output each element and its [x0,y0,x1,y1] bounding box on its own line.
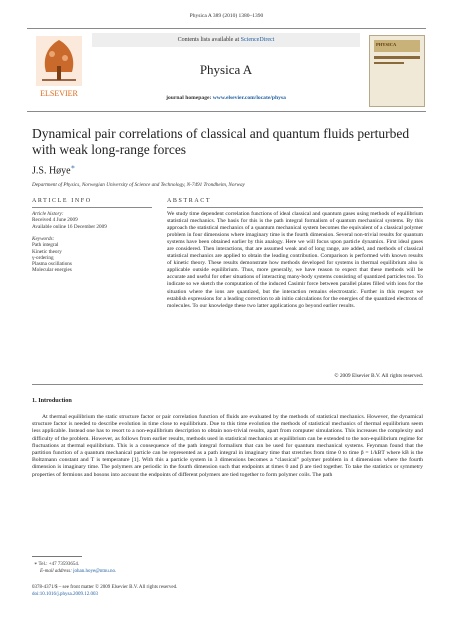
cover-text: PHYSICA [376,42,397,47]
footnote-rule [32,556,82,557]
journal-reference: Physica A 389 (2010) 1380–1390 [189,13,264,19]
email-label: E-mail address: [40,569,74,574]
doi-link[interactable]: doi:10.1016/j.physa.2009.12.003 [32,592,98,597]
keyword-item: Molecular energies [32,267,72,274]
keywords-block [32,236,157,274]
history-label: Article history: [32,211,64,217]
introduction-text: At thermal equilibrium the static structure factor or pair correlation function of fluids are evaluated by the methods of statistical mechanics. However, the dynamical structure factor is needed to describe evolution in time close to equilibrium. Due to this time evolution the methods of statistical mechanics of thermal equilibrium seem less applicable. Instead one has to resort to a non-equilibrium description to obtain non-trivial results, apart from computer simulations. This increases the complexity and difficulty of the problem. However, as follows from earlier results, methods used in statistical mechanics at equilibrium can be extended to the non-equilibrium regime for fluctuations at thermal equilibrium. This is a consequence of the path integral formalism that can be used for quantum mechanical systems. Feynman found that the partition function of a quantum mechanical particle can be represented as a path integral in imaginary time that stretches from time 0 to time β = 1/kBT where kB is the Boltzmann constant and T is temperature [1]. With this a particle system in 3 dimensions becomes a “classical” polymer problem in 4 dimensions where the fourth dimension is imaginary time. The polymers are periodic in the fourth dimension such that endpoints at times 0 and β are tied together. To take the statistics or symmetry properties of fermions and bosons into account the endpoints of different polymers are tied together to form polymer coils. The path [32,414,423,478]
abstract-copyright: © 2009 Elsevier B.V. All rights reserved. [334,373,423,379]
author-name: J.S. Høye [32,165,71,177]
homepage-link[interactable]: www.elsevier.com/locate/physa [212,95,286,101]
available-date: Available online 16 December 2009 [32,223,107,230]
keyword-item: Plasma oscillations [32,261,72,268]
article-info-heading: ARTICLE INFO [32,198,92,204]
corresponding-author-mark[interactable]: ∗ [70,163,76,171]
keywords-label: Keywords: [32,236,55,242]
footnote-email [40,569,116,574]
issn-line: 0378-4371/$ – see front matter © 2009 Elsevier B.V. All rights reserved. [32,585,178,590]
author-line [32,163,75,176]
received-date: Received 4 June 2009 [32,217,78,224]
abstract-text: We study time dependent correlation functions of ideal classical and quantum gases using methods of equilibrium statistical mechanics. The basis for this is the path integral formalism of quantum mechanical systems. By this approach the statistical mechanics of a quantum mechanical system becomes the equivalent of a classical polymer problem in four dimensions where imaginary time is the fourth dimension. Several non-trivial results for quantum systems have been obtained earlier by this analogy. Here we will focus upon particle dynamics. First ideal gases are considered. Then interactions, that are assumed weak and of long range, are added, and methods of classical statistical mechanics are applied to obtain the leading contribution. Comparison is performed with known results of kinetic theory. These results demonstrate how methods developed for systems in thermal equilibrium also is applicable outside equilibrium. Thus, more generally, we have reason to expect that these methods will be accurate and useful for other situations of interacting many-body systems consisting of quantized particles too. To indicate so we sketch the computation of the induced Casimir force between parallel plates filled with ions for the situation where the ions are quantized, but the interaction remains electrostatic. Further in this respect we establish expressions for a leading correction to ab initio calculations for the energies of the quantized electrons of molecules. To our knowledge these two latter applications go beyond earlier results. [167,211,423,309]
journal-cover-thumbnail [369,35,425,107]
contents-line [92,33,360,47]
elsevier-logo [30,32,88,102]
footnote-telephone: ∗ Tel.: +47 73593654. [34,562,80,567]
keyword-item: Kinetic theory [32,248,62,255]
article-history [32,211,157,230]
introduction-heading: 1. Introduction [32,397,72,404]
article-title: Dynamical pair correlations of classical and quantum fluids perturbed with weak long-range forces [32,126,410,157]
sciencedirect-link[interactable]: ScienceDirect [240,37,275,43]
abstract-rule [167,207,423,208]
contents-prefix: Contents lists available at [177,37,241,43]
keyword-item: Path integral [32,242,59,249]
author-affiliation: Department of Physics, Norwegian University of Science and Technology, N-7491 Trondheim, Norway [32,182,245,188]
journal-name: Physica A [199,62,253,77]
elsevier-logo-text: ELSEVIER [40,89,78,98]
abstract-heading: ABSTRACT [167,198,212,204]
keyword-item: γ-ordering [32,254,54,261]
abstract-bottom-rule [32,384,423,385]
article-info-rule [32,207,152,208]
email-link[interactable]: johan.hoye@ntnu.no. [73,569,117,574]
journal-homepage [92,95,360,101]
homepage-prefix: journal homepage: [166,95,213,101]
